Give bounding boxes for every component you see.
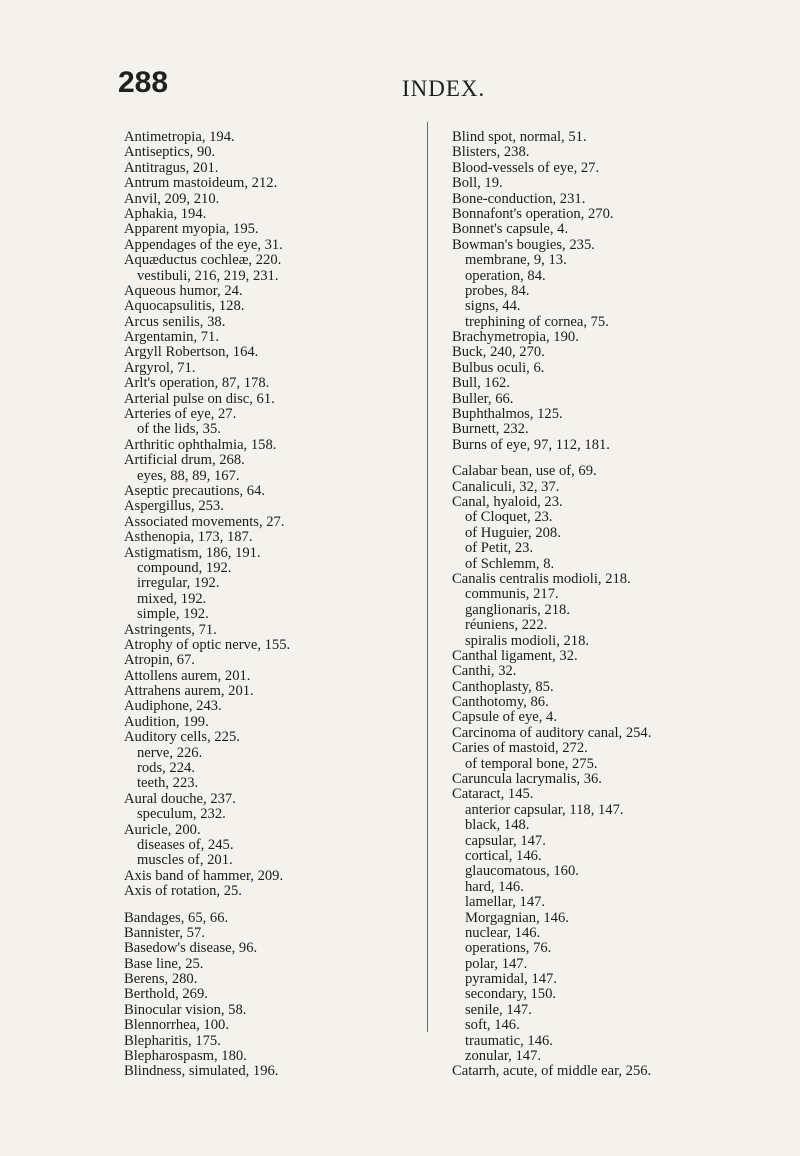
index-subentry: of the lids, 35.: [137, 421, 221, 438]
index-entry: Argyll Robertson, 164.: [124, 344, 259, 361]
index-subentry: of Petit, 23.: [465, 540, 534, 557]
index-entry: Caruncula lacrymalis, 36.: [452, 771, 602, 788]
index-entry: Antiseptics, 90.: [124, 144, 216, 161]
index-entry: Canaliculi, 32, 37.: [452, 478, 560, 495]
index-entry: Aphakia, 194.: [124, 205, 207, 222]
index-entry: Axis band of hammer, 209.: [124, 867, 284, 884]
index-entry: Arcus senilis, 38.: [124, 313, 226, 330]
index-subentry: of Schlemm, 8.: [465, 555, 555, 572]
index-entry: Blood-vessels of eye, 27.: [452, 159, 600, 176]
index-entry: Audiphone, 243.: [124, 698, 222, 715]
index-entry: Artificial drum, 268.: [124, 452, 245, 469]
page-number: 288: [118, 66, 169, 99]
index-entry: Aquocapsulitis, 128.: [124, 298, 245, 315]
index-subentry: of Huguier, 208.: [465, 524, 561, 541]
index-entry: Caries of mastoid, 272.: [452, 740, 588, 757]
index-entry: Blisters, 238.: [452, 144, 530, 161]
index-entry: Burns of eye, 97, 112, 181.: [452, 436, 610, 453]
index-entry: Antitragus, 201.: [124, 159, 219, 176]
index-entry: Associated movements, 27.: [124, 513, 285, 530]
index-entry: Attollens aurem, 201.: [124, 667, 251, 684]
index-entry: Burnett, 232.: [452, 421, 529, 438]
index-entry: Atrophy of optic nerve, 155.: [124, 636, 291, 653]
index-entry: Carcinoma of auditory canal, 254.: [452, 724, 652, 741]
index-entry: Arthritic ophthalmia, 158.: [124, 436, 277, 453]
index-entry: Aural douche, 237.: [124, 790, 236, 807]
index-column-right: [452, 130, 772, 1080]
index-entry: Argentamin, 71.: [124, 329, 219, 346]
index-subentry: spiralis modioli, 218.: [465, 632, 590, 649]
index-subentry: signs, 44.: [465, 298, 521, 315]
index-entry: Blennorrhea, 100.: [124, 1017, 229, 1034]
index-subentry: cortical, 146.: [465, 847, 542, 864]
index-entry: Auricle, 200.: [124, 821, 201, 838]
index-entry: Bone-conduction, 231.: [452, 190, 586, 207]
index-entry: Brachymetropia, 190.: [452, 329, 579, 346]
index-entry: Canalis centralis modioli, 218.: [452, 570, 631, 587]
index-subentry: teeth, 223.: [137, 775, 199, 792]
index-subentry: secondary, 150.: [465, 986, 557, 1003]
index-entry: Atropin, 67.: [124, 652, 195, 669]
index-entry: Bonnet's capsule, 4.: [452, 221, 569, 238]
index-entry: Canal, hyaloid, 23.: [452, 493, 563, 510]
index-subentry: réuniens, 222.: [465, 617, 548, 634]
index-entry: Bowman's bougies, 235.: [452, 236, 595, 253]
index-entry: Bulbus oculi, 6.: [452, 359, 545, 376]
index-entry: Blepharitis, 175.: [124, 1032, 221, 1049]
index-entry: Arteries of eye, 27.: [124, 406, 237, 423]
index-subentry: communis, 217.: [465, 586, 559, 603]
index-subentry: soft, 146.: [465, 1017, 520, 1034]
index-subentry: capsular, 147.: [465, 832, 546, 849]
index-entry: Canthotomy, 86.: [452, 694, 549, 711]
index-entry: Aspergillus, 253.: [124, 498, 224, 515]
index-entry: Aquæductus cochleæ, 220.: [124, 252, 282, 269]
index-entry: Arterial pulse on disc, 61.: [124, 390, 275, 407]
index-entry: Berens, 280.: [124, 971, 198, 988]
index-subentry: Morgagnian, 146.: [465, 909, 569, 926]
index-entry: Astigmatism, 186, 191.: [124, 544, 261, 561]
index-subentry: hard, 146.: [465, 878, 524, 895]
index-entry: Blind spot, normal, 51.: [452, 129, 587, 145]
index-subentry: glaucomatous, 160.: [465, 863, 579, 880]
index-subentry: rods, 224.: [137, 760, 195, 777]
index-subentry: membrane, 9, 13.: [465, 252, 567, 269]
index-subentry: operations, 76.: [465, 940, 552, 957]
index-entry: Audition, 199.: [124, 713, 209, 730]
index-entry: Canthoplasty, 85.: [452, 678, 554, 695]
index-entry: Blindness, simulated, 196.: [124, 1063, 279, 1080]
index-entry: Bonnafont's operation, 270.: [452, 205, 614, 222]
index-entry: Buphthalmos, 125.: [452, 406, 563, 423]
page-header: [0, 66, 800, 106]
index-entry: Astringents, 71.: [124, 621, 217, 638]
index-subentry: traumatic, 146.: [465, 1032, 553, 1049]
index-column-left: [124, 130, 414, 1080]
index-entry: Bandages, 65, 66.: [124, 909, 229, 926]
letter-group-gap: [124, 900, 414, 911]
index-subentry: vestibuli, 216, 219, 231.: [137, 267, 279, 284]
index-entry: Canthi, 32.: [452, 663, 517, 680]
index-entry: Asthenopia, 173, 187.: [124, 529, 253, 546]
index-entry: Cataract, 145.: [452, 786, 534, 803]
index-subentry: compound, 192.: [137, 559, 232, 576]
index-subentry: diseases of, 245.: [137, 836, 234, 853]
index-subentry: zonular, 147.: [465, 1048, 542, 1065]
index-subentry: mixed, 192.: [137, 590, 207, 607]
running-title: INDEX.: [402, 76, 486, 101]
index-subentry: of temporal bone, 275.: [465, 755, 598, 772]
index-subentry: muscles of, 201.: [137, 852, 233, 869]
index-entry: Binocular vision, 58.: [124, 1001, 247, 1018]
index-entry: Canthal ligament, 32.: [452, 647, 578, 664]
index-entry: Auditory cells, 225.: [124, 729, 240, 746]
index-subentry: anterior capsular, 118, 147.: [465, 801, 624, 818]
index-subentry: polar, 147.: [465, 955, 528, 972]
index-subentry: nuclear, 146.: [465, 924, 541, 941]
index-entry: Bannister, 57.: [124, 924, 205, 941]
index-entry: Buck, 240, 270.: [452, 344, 545, 361]
index-subentry: probes, 84.: [465, 282, 530, 299]
index-subentry: irregular, 192.: [137, 575, 220, 592]
index-subentry: simple, 192.: [137, 606, 209, 623]
index-subentry: of Cloquet, 23.: [465, 509, 553, 526]
index-entry: Basedow's disease, 96.: [124, 940, 258, 957]
index-entry: Blepharospasm, 180.: [124, 1048, 247, 1065]
index-entry: Bull, 162.: [452, 375, 510, 392]
index-entry: Arlt's operation, 87, 178.: [124, 375, 270, 392]
index-entry: Anvil, 209, 210.: [124, 190, 220, 207]
index-subentry: ganglionaris, 218.: [465, 601, 570, 618]
index-entry: Attrahens aurem, 201.: [124, 683, 254, 700]
index-subentry: pyramidal, 147.: [465, 971, 558, 988]
index-entry: Aseptic precautions, 64.: [124, 482, 266, 499]
index-entry: Aqueous humor, 24.: [124, 282, 243, 299]
index-subentry: senile, 147.: [465, 1001, 532, 1018]
index-entry: Boll, 19.: [452, 175, 503, 192]
index-entry: Catarrh, acute, of middle ear, 256.: [452, 1063, 652, 1080]
index-entry: Calabar bean, use of, 69.: [452, 463, 597, 480]
index-subentry: black, 148.: [465, 817, 530, 834]
index-entry: Axis of rotation, 25.: [124, 883, 242, 900]
index-entry: Antrum mastoideum, 212.: [124, 175, 278, 192]
index-subentry: operation, 84.: [465, 267, 546, 284]
index-entry: Antimetropia, 194.: [124, 129, 235, 145]
index-subentry: trephining of cornea, 75.: [465, 313, 609, 330]
index-subentry: lamellar, 147.: [465, 894, 546, 911]
index-subentry: eyes, 88, 89, 167.: [137, 467, 240, 484]
index-entry: Buller, 66.: [452, 390, 514, 407]
column-divider: [427, 122, 428, 1032]
index-entry: Apparent myopia, 195.: [124, 221, 259, 238]
index-entry: Capsule of eye, 4.: [452, 709, 557, 726]
index-entry: Appendages of the eye, 31.: [124, 236, 283, 253]
index-entry: Berthold, 269.: [124, 986, 208, 1003]
index-subentry: speculum, 232.: [137, 806, 226, 823]
index-entry: Argyrol, 71.: [124, 359, 196, 376]
index-subentry: nerve, 226.: [137, 744, 203, 761]
index-entry: Base line, 25.: [124, 955, 204, 972]
